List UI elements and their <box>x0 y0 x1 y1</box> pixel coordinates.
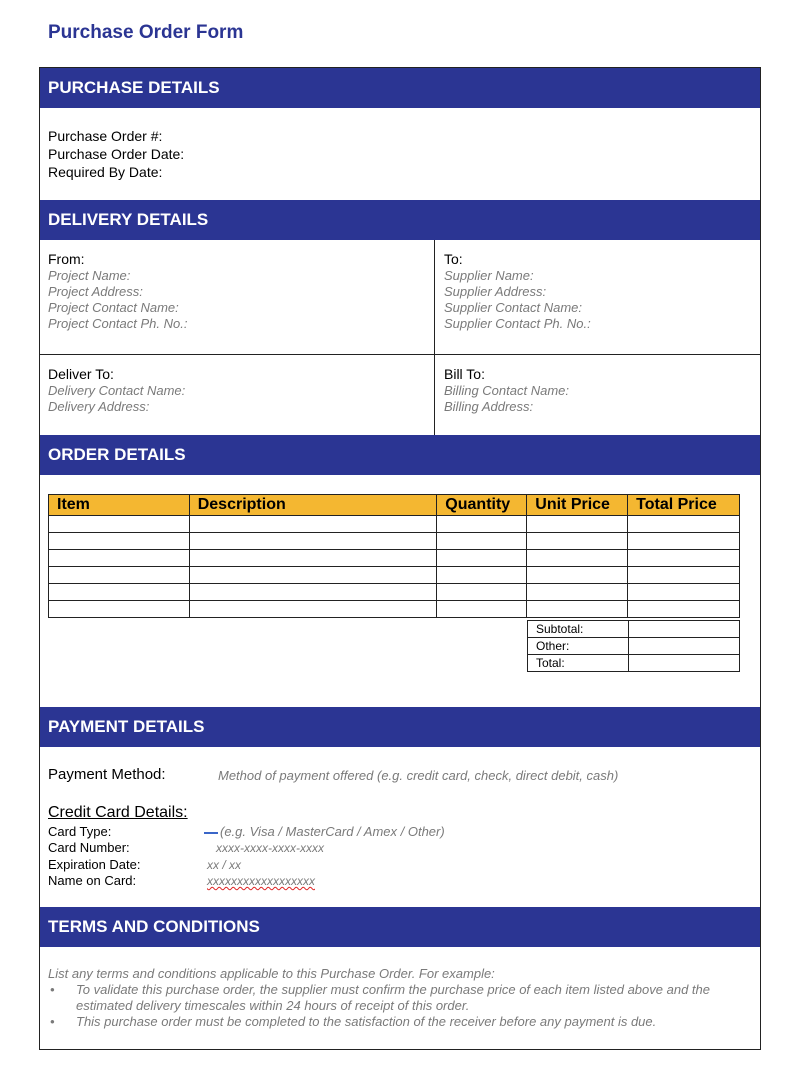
purchase-details-header: PURCHASE DETAILS <box>40 68 760 108</box>
list-item <box>48 982 753 1014</box>
total-label: Total: <box>528 655 629 672</box>
subtotal-label: Subtotal: <box>528 621 629 638</box>
po-date-field[interactable]: Purchase Order Date: <box>48 146 185 162</box>
supplier-contact-name-field: Supplier Contact Name: <box>444 300 583 315</box>
total-price-cell[interactable] <box>628 601 740 618</box>
card-number-field[interactable]: xxxx-xxxx-xxxx-xxxx <box>216 841 324 855</box>
bill-to-block[interactable] <box>444 365 569 415</box>
to-block[interactable] <box>444 250 591 332</box>
table-row <box>49 567 740 584</box>
table-row <box>49 601 740 618</box>
quantity-cell[interactable] <box>437 533 527 550</box>
col-unit-price: Unit Price <box>527 495 628 516</box>
supplier-address-field: Supplier Address: <box>444 284 547 299</box>
table-row <box>49 584 740 601</box>
item-cell[interactable] <box>49 516 190 533</box>
other-value-cell[interactable] <box>628 638 739 655</box>
terms-intro: List any terms and conditions applicable to this Purchase Order. For example: <box>48 966 495 981</box>
subtotal-value-cell[interactable] <box>628 621 739 638</box>
project-contact-phone-field: Project Contact Ph. No.: <box>48 316 188 331</box>
payment-method-label: Payment Method: <box>48 766 166 783</box>
card-type-hint: (e.g. Visa / MasterCard / Amex / Other) <box>220 824 445 839</box>
delivery-details-header: DELIVERY DETAILS <box>40 200 760 240</box>
deliver-to-label: Deliver To: <box>48 366 114 382</box>
bullet-icon: • <box>50 982 55 997</box>
purchase-order-form <box>39 67 761 1050</box>
total-value-cell[interactable] <box>628 655 739 672</box>
quantity-cell[interactable] <box>437 584 527 601</box>
terms-item-text: To validate this purchase order, the supplier must confirm the purchase price of each item listed above and the estimated delivery timescales within 24 hours of receipt of this order. <box>76 982 710 1013</box>
terms-item-text: This purchase order must be completed to the satisfaction of the receiver before any payment is due. <box>76 1014 657 1029</box>
subtotal-row <box>528 621 740 638</box>
quantity-cell[interactable] <box>437 567 527 584</box>
payment-details-header: PAYMENT DETAILS <box>40 707 760 747</box>
quantity-cell[interactable] <box>437 550 527 567</box>
billing-address-field: Billing Address: <box>444 399 534 414</box>
order-items-table <box>48 494 740 618</box>
unit-price-cell[interactable] <box>527 601 628 618</box>
po-number-field[interactable]: Purchase Order #: <box>48 128 163 144</box>
order-details-header: ORDER DETAILS <box>40 435 760 475</box>
description-cell[interactable] <box>189 516 437 533</box>
order-table-header <box>49 495 740 516</box>
col-quantity: Quantity <box>437 495 527 516</box>
delivery-contact-name-field: Delivery Contact Name: <box>48 383 186 398</box>
order-totals-table <box>527 620 740 672</box>
from-label: From: <box>48 251 85 267</box>
name-on-card-field[interactable]: xxxxxxxxxxxxxxxxxx <box>207 874 315 888</box>
table-row <box>49 550 740 567</box>
item-cell[interactable] <box>49 533 190 550</box>
card-type-field[interactable] <box>204 824 445 840</box>
unit-price-cell[interactable] <box>527 516 628 533</box>
unit-price-cell[interactable] <box>527 533 628 550</box>
unit-price-cell[interactable] <box>527 584 628 601</box>
delivery-address-field: Delivery Address: <box>48 399 150 414</box>
credit-card-details-title: Credit Card Details: <box>48 804 188 821</box>
total-price-cell[interactable] <box>628 584 740 601</box>
terms-header: TERMS AND CONDITIONS <box>40 907 760 947</box>
col-description: Description <box>189 495 437 516</box>
delivery-divider <box>434 240 435 435</box>
quantity-cell[interactable] <box>437 601 527 618</box>
unit-price-cell[interactable] <box>527 567 628 584</box>
list-item <box>48 1014 753 1030</box>
other-label: Other: <box>528 638 629 655</box>
from-block[interactable] <box>48 250 187 332</box>
billing-contact-name-field: Billing Contact Name: <box>444 383 569 398</box>
bill-to-label: Bill To: <box>444 366 485 382</box>
table-row <box>49 516 740 533</box>
name-on-card-label: Name on Card: <box>48 873 137 888</box>
item-cell[interactable] <box>49 567 190 584</box>
total-price-cell[interactable] <box>628 516 740 533</box>
project-name-field: Project Name: <box>48 268 131 283</box>
total-row <box>528 655 740 672</box>
card-type-label: Card Type: <box>48 824 112 839</box>
description-cell[interactable] <box>189 567 437 584</box>
description-cell[interactable] <box>189 601 437 618</box>
supplier-name-field: Supplier Name: <box>444 268 534 283</box>
description-cell[interactable] <box>189 533 437 550</box>
table-row <box>49 533 740 550</box>
other-row <box>528 638 740 655</box>
project-contact-name-field: Project Contact Name: <box>48 300 179 315</box>
col-total-price: Total Price <box>628 495 740 516</box>
total-price-cell[interactable] <box>628 567 740 584</box>
expiration-date-field[interactable]: xx / xx <box>207 858 242 872</box>
description-cell[interactable] <box>189 584 437 601</box>
project-address-field: Project Address: <box>48 284 143 299</box>
quantity-cell[interactable] <box>437 516 527 533</box>
required-by-field[interactable]: Required By Date: <box>48 164 163 180</box>
description-cell[interactable] <box>189 550 437 567</box>
item-cell[interactable] <box>49 584 190 601</box>
cursor-mark <box>204 832 218 834</box>
item-cell[interactable] <box>49 550 190 567</box>
unit-price-cell[interactable] <box>527 550 628 567</box>
total-price-cell[interactable] <box>628 533 740 550</box>
bullet-icon: • <box>50 1014 55 1029</box>
total-price-cell[interactable] <box>628 550 740 567</box>
supplier-contact-phone-field: Supplier Contact Ph. No.: <box>444 316 591 331</box>
card-number-label: Card Number: <box>48 840 130 855</box>
item-cell[interactable] <box>49 601 190 618</box>
delivery-row-divider <box>40 354 760 355</box>
deliver-to-block[interactable] <box>48 365 185 415</box>
col-item: Item <box>49 495 190 516</box>
page-title: Purchase Order Form <box>48 22 244 43</box>
terms-list <box>48 982 753 1030</box>
payment-method-field[interactable]: Method of payment offered (e.g. credit card, check, direct debit, cash) <box>218 768 619 783</box>
expiration-date-label: Expiration Date: <box>48 857 141 872</box>
to-label: To: <box>444 251 463 267</box>
